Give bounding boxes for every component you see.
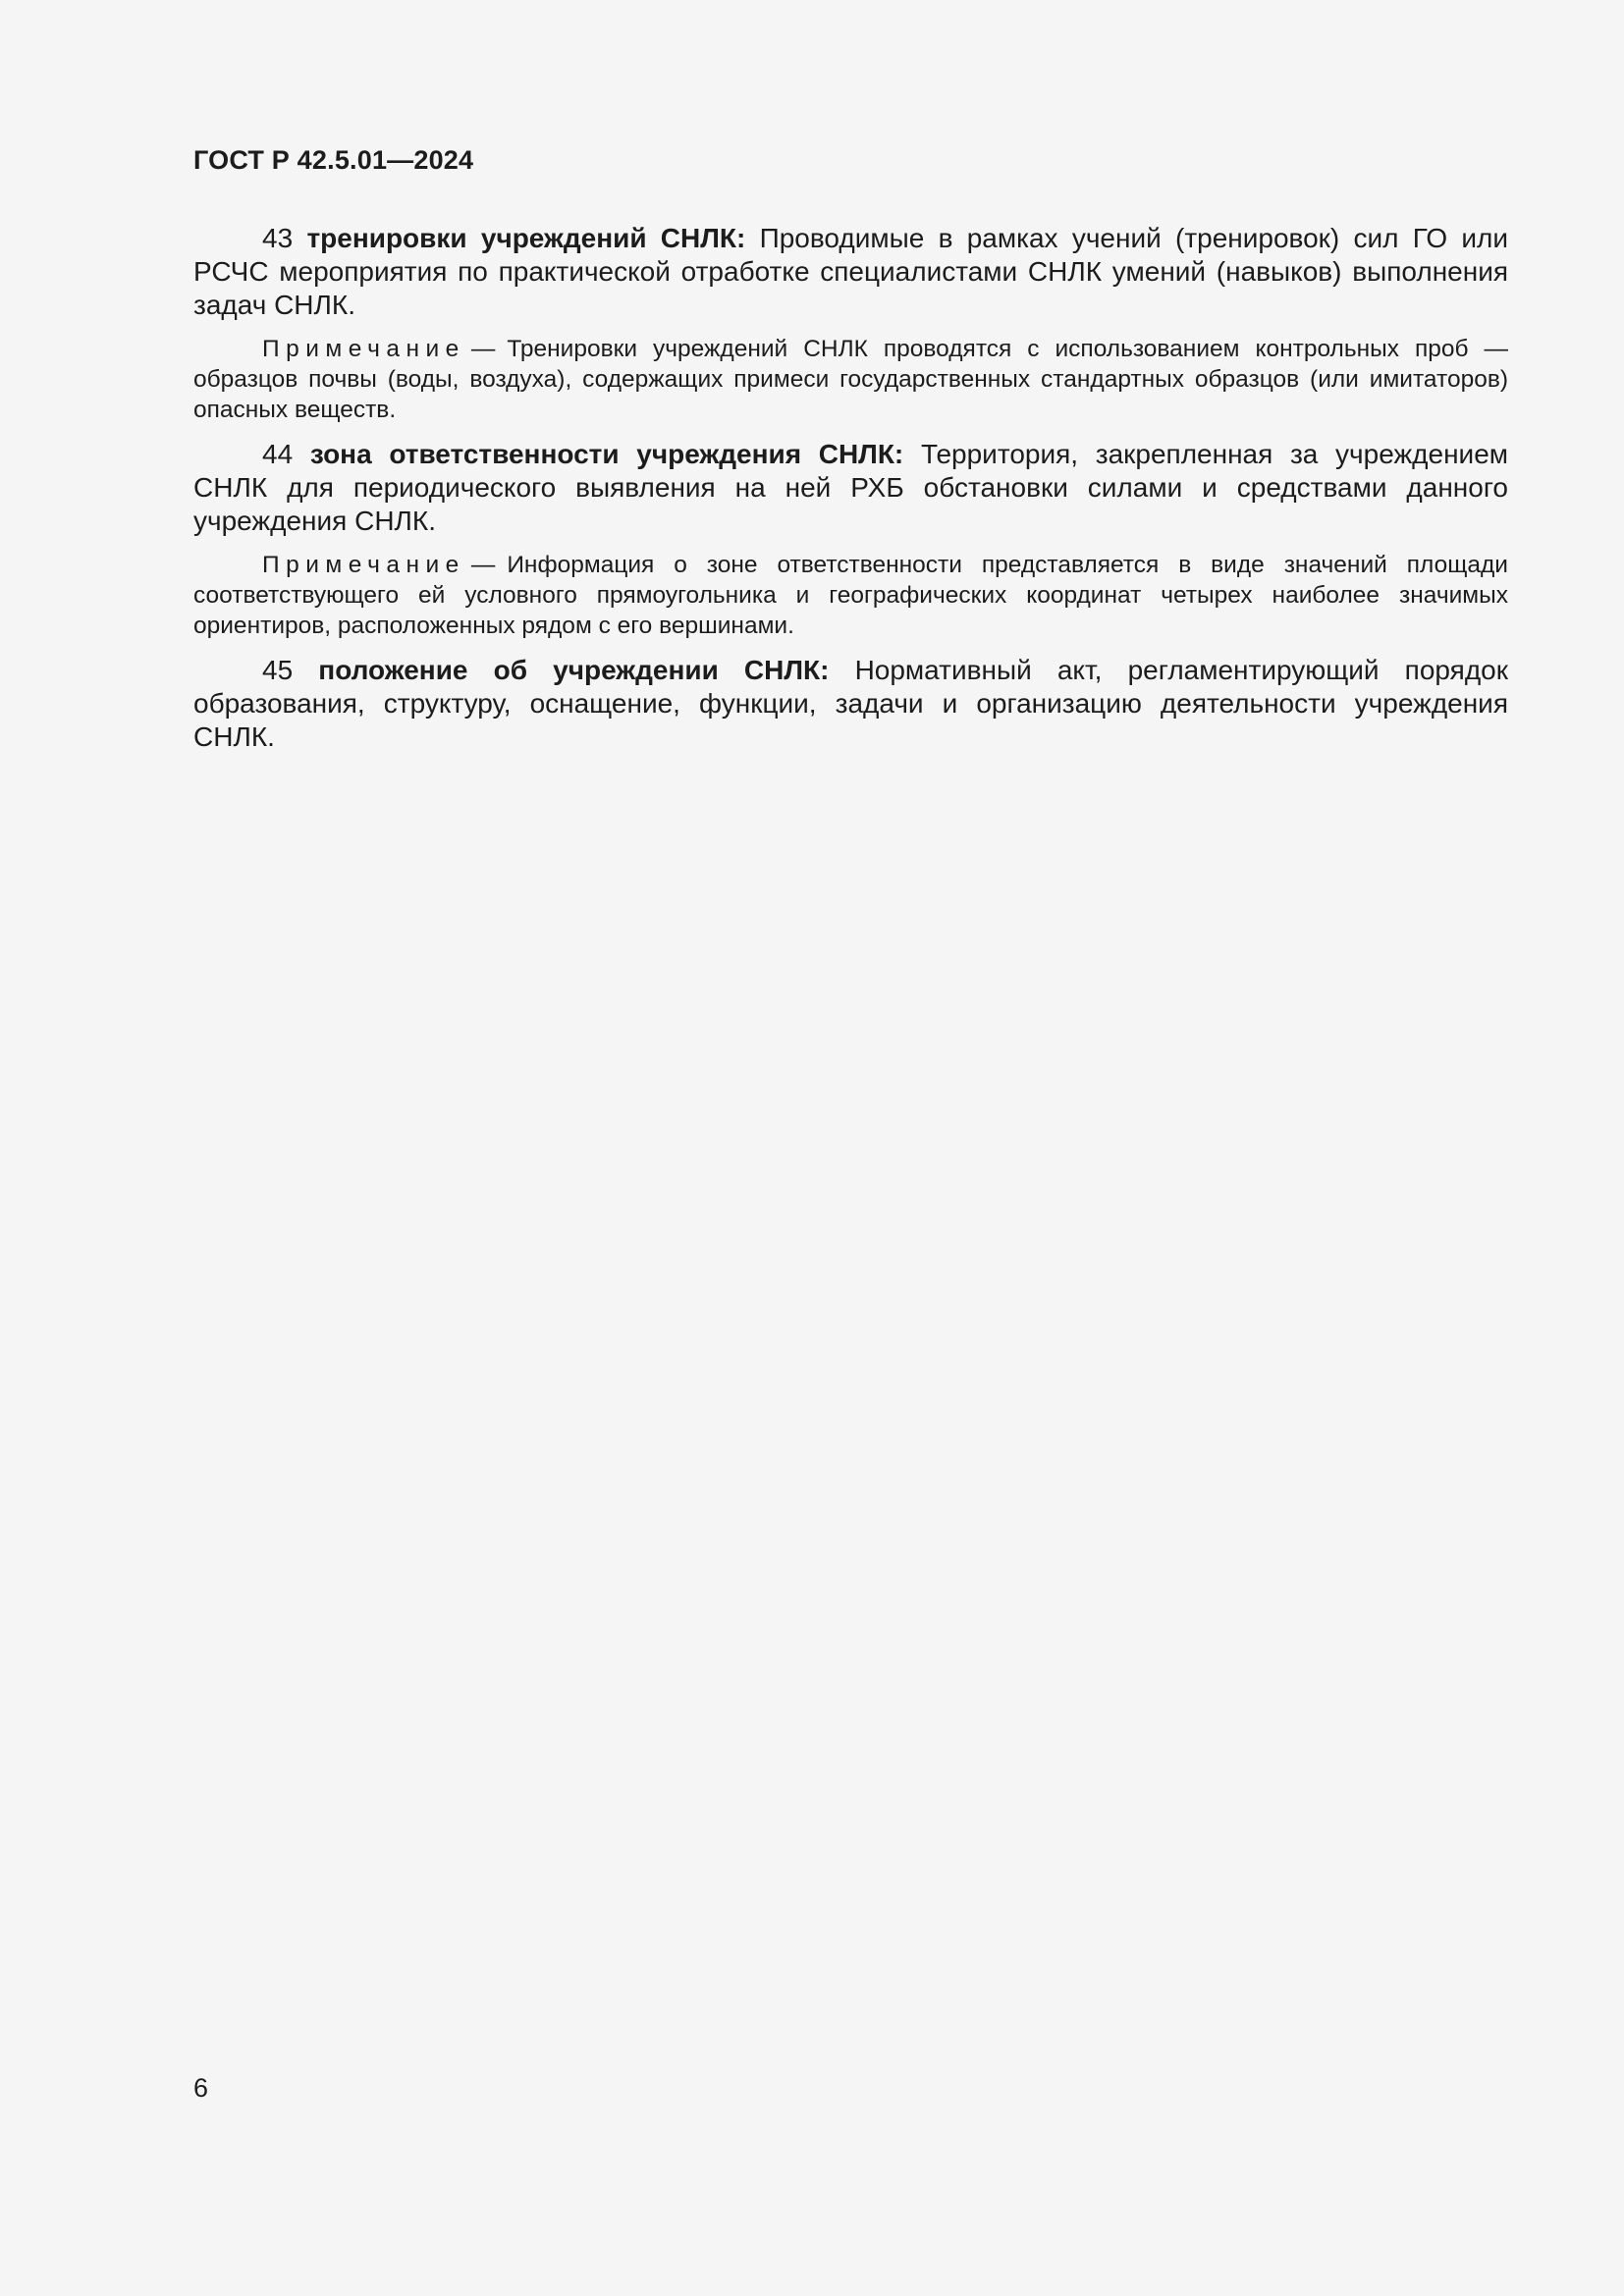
term-definition: Нормативный акт, регламентирующий порядок образования, структуру, оснащение, функции, задачи и организацию деятельности учреждения СНЛК. xyxy=(193,655,1508,752)
note-text: Тренировки учреждений СНЛК проводятся с использованием контрольных проб — образцов почвы (воды, воздуха), содержащих примеси государственных стандартных образцов (или имитаторов) опасных веществ. xyxy=(193,336,1508,423)
term-note-43 xyxy=(193,334,1508,425)
term-number: 43 xyxy=(262,223,294,253)
note-text: Информация о зоне ответственности представляется в виде значений площади соответствующего ей условного прямоугольника и географических координат четырех наиболее значимых ориентиров, расположенных рядом с его вершинами. xyxy=(193,552,1508,639)
term-number: 45 xyxy=(262,655,294,685)
note-dash: — xyxy=(470,336,496,362)
term-number: 44 xyxy=(262,439,294,469)
page-number: 6 xyxy=(193,2073,209,2103)
term-entry-45 xyxy=(193,654,1508,754)
note-label: Примечание xyxy=(262,552,465,578)
note-dash: — xyxy=(470,552,496,578)
document-header-code: ГОСТ Р 42.5.01—2024 xyxy=(193,145,474,175)
term-note-44 xyxy=(193,550,1508,641)
term-name: тренировки учреждений СНЛК: xyxy=(306,223,746,253)
document-body xyxy=(193,222,1508,766)
term-entry-44 xyxy=(193,438,1508,538)
note-label: Примечание xyxy=(262,336,465,362)
term-definition: Территория, закрепленная за учреждением СНЛК для периодического выявления на ней РХБ обстановки силами и средствами данного учреждения СНЛК. xyxy=(193,439,1509,536)
term-entry-43 xyxy=(193,222,1508,322)
term-definition: Проводимые в рамках учений (тренировок) сил ГО или РСЧС мероприятия по практической отработке специалистами СНЛК умений (навыков) выполнения задач СНЛК. xyxy=(193,223,1509,320)
term-name: зона ответственности учреждения СНЛК: xyxy=(309,439,904,469)
term-name: положение об учреждении СНЛК: xyxy=(318,655,830,685)
